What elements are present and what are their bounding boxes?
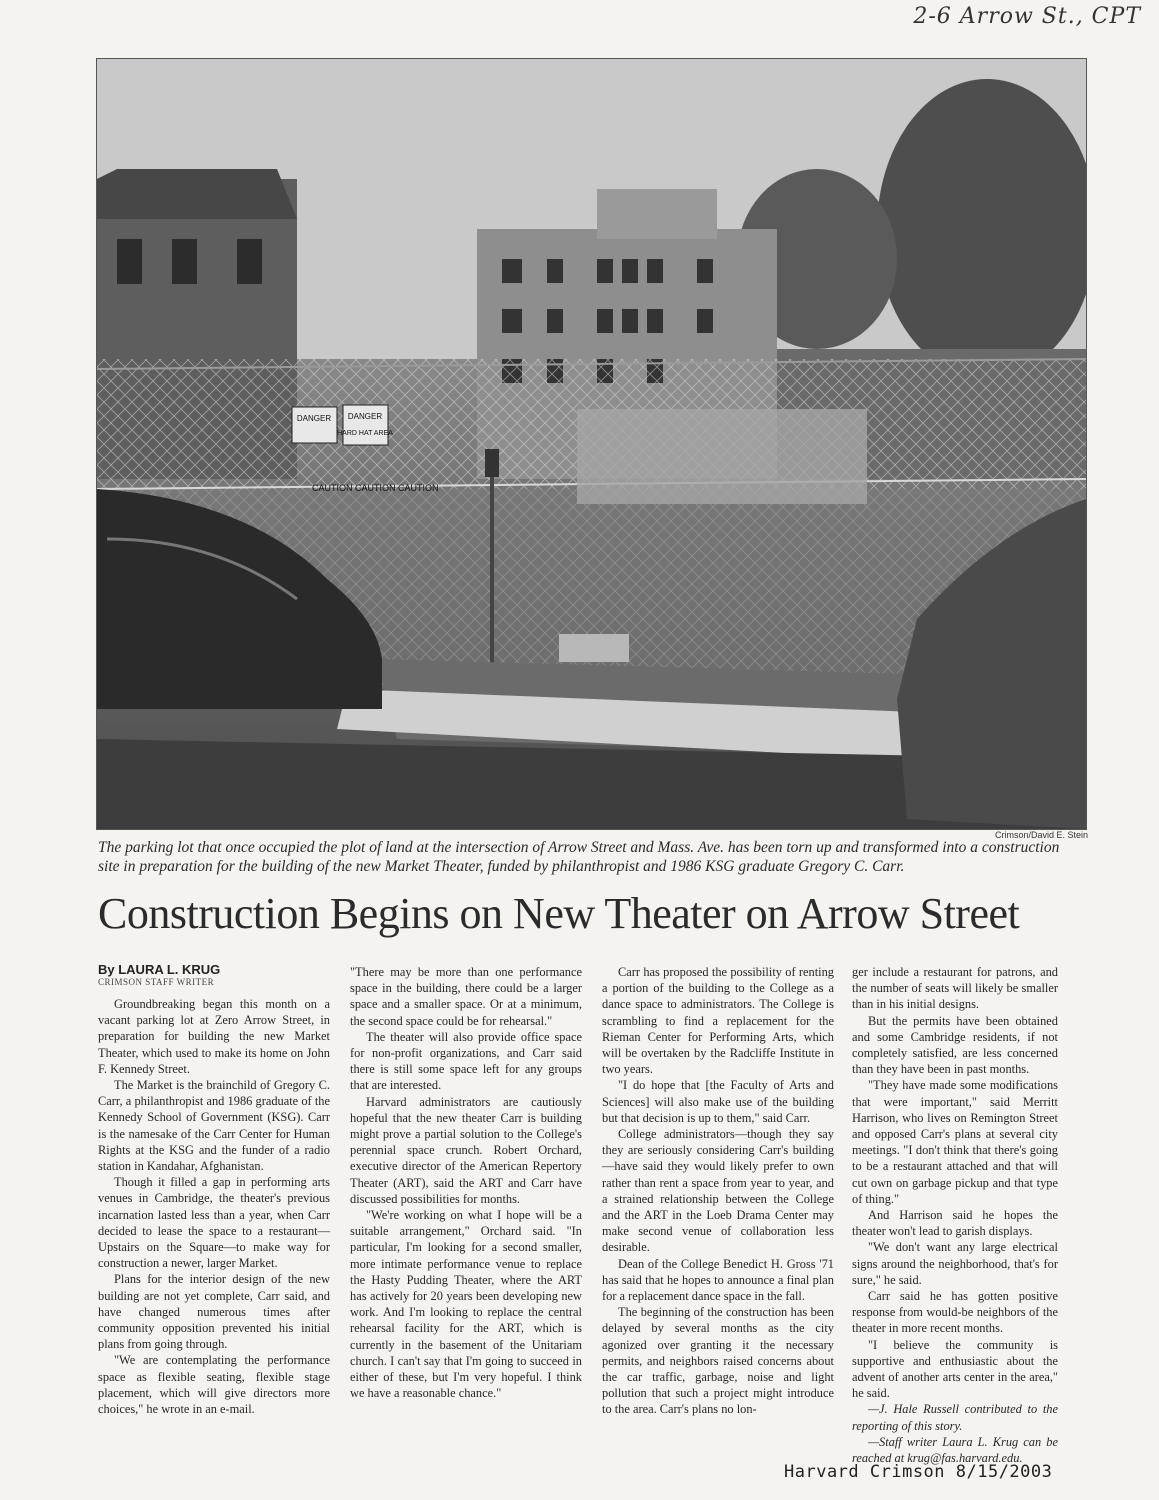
paragraph: The Market is the brainchild of Gregory C. Carr, a philanthropist and 1986 graduate of the Kennedy School of Government (KSG). Carr is the namesake of the Carr Center for Human Rights at the KSG and the funder of a radio station in Kandahar, Afghanistan.: [98, 1078, 330, 1174]
article-column-4: [852, 964, 1058, 1466]
hard-hat-sign: HARD HAT AREA: [337, 430, 393, 437]
author-name: By LAURA L. KRUG: [98, 962, 221, 977]
paragraph: "They have made some modifications that were important," said Merritt Harrison, who lives on Remington Street and opposed Carr's plans at several city meetings. "I don't think that there's going to be a restaurant attached and that will cut own on garbage pickup and that type of thing.": [852, 1078, 1058, 1206]
paragraph: The theater will also provide office space for non-profit organizations, and Carr said there is still some space left for any groups that are interested.: [350, 1029, 582, 1093]
paragraph: But the permits have been obtained and some Cambridge residents, if not completely satisfied, are less concerned than they have been in past months.: [852, 1013, 1058, 1077]
paragraph: "I do hope that [the Faculty of Arts and Sciences] will also make use of the building but that decision is up to them," said Carr.: [602, 1078, 834, 1125]
danger-signs: [292, 405, 393, 445]
paragraph: Groundbreaking began this month on a vacant parking lot at Zero Arrow Street, in preparation for building the new Market Theater, which used to make its home on John F. Kennedy Street.: [98, 997, 330, 1076]
danger-sign-1: DANGER: [296, 414, 332, 423]
paragraph: "I believe the community is supportive and enthusiastic about the advent of another arts center in the area," he said.: [852, 1337, 1058, 1401]
paragraph: "We don't want any large electrical signs around the neighborhood, that's for sure," he said.: [852, 1240, 1058, 1287]
byline: [98, 962, 338, 987]
paragraph: Harvard administrators are cautiously hopeful that the new theater Carr is building might prove a partial solution to the College's perennial space crunch. Robert Orchard, executive director of the American Repertory Theater (ART), said the ART and Carr have discussed possibilities for months.: [350, 1094, 582, 1206]
publication-footer: Harvard Crimson 8/15/2003: [784, 1462, 1053, 1482]
paragraph: "There may be more than one performance space in the building, there could be a larger space and a smaller space. Or at a minimum, the second space could be for rehearsal.": [350, 965, 582, 1028]
paragraph: Carr has proposed the possibility of renting a portion of the building to the College as a dance space to administrators. The College is scrambling to find a replacement for the Rieman Center for Performing Arts, which will be overtaken by the Radcliffe Institute in two years.: [602, 965, 834, 1077]
paragraph: Plans for the interior design of the new building are not yet complete, Carr said, and have changed numerous times after community opposition prevented his initial plans from going through.: [98, 1272, 330, 1352]
paragraph: The beginning of the construction has been delayed by several months as the city agonized over granting it the necessary permits, and neighbors raised concerns about the car traffic, garbage, noise and light pollution that such a project might introduce to the area. Carr's plans no lon-: [602, 1305, 834, 1417]
article-column-1: [98, 996, 330, 1417]
photo-credit: Crimson/David E. Stein: [995, 830, 1089, 840]
handwritten-note: 2-6 Arrow St., CPT: [913, 4, 1141, 29]
headline: Construction Begins on New Theater on Arrow Street: [98, 889, 1020, 938]
paragraph: And Harrison said he hopes the theater won't lead to garish displays.: [852, 1208, 1058, 1239]
paragraph: ger include a restaurant for patrons, and the number of seats will likely be smaller than in his initial designs.: [852, 965, 1058, 1012]
paragraph: Dean of the College Benedict H. Gross '71 has said that he hopes to announce a final plan for a replacement dance space in the fall.: [602, 1256, 834, 1304]
paragraph: College administrators—though they say they are seriously considering Carr's building—have said they would likely prefer to own rather than rent a space from year to year, and a strained relationship between the College and the ART in the Loeb Drama Center may make second venue of collaboration less desirable.: [602, 1127, 834, 1255]
contributor-note: —J. Hale Russell contributed to the reporting of this story.: [852, 1402, 1058, 1433]
contact-note: —Staff writer Laura L. Krug can be reached at krug@fas.harvard.edu.: [852, 1434, 1058, 1466]
photo-caption: The parking lot that once occupied the plot of land at the intersection of Arrow Street and Mass. Ave. has been torn up and transformed into a construction site in preparation for the building of the new Market Theater, funded by philanthropist and 1986 KSG graduate Gregory C. Carr.: [98, 839, 1060, 875]
article-column-2: [350, 964, 582, 1401]
construction-site-photo: [96, 58, 1087, 830]
paragraph: Though it filled a gap in performing arts venues in Cambridge, the theater's previous incarnation lasted less than a year, when Carr decided to lease the space to a restaurant—Upstairs on the Square—to make way for construction a newer, larger Market.: [98, 1175, 330, 1271]
parking-meter: [485, 449, 499, 477]
author-role: CRIMSON STAFF WRITER: [98, 977, 215, 987]
paragraph: Carr said he has gotten positive response from would-be neighbors of the theater in more recent months.: [852, 1289, 1058, 1336]
caution-tape: CAUTION CAUTION CAUTION: [312, 483, 439, 493]
article-column-3: [602, 964, 834, 1418]
danger-sign-2: DANGER: [347, 412, 383, 421]
paragraph: "We are contemplating the performance space as flexible seating, flexible stage placement, which will give directors more choices," he wrote in an e-mail.: [98, 1353, 330, 1417]
paragraph: "We're working on what I hope will be a suitable arrangement," Orchard said. "In particular, I'm looking for a second smaller, more intimate performance venue to replace the Hasty Pudding Theater, where the ART has actively for 20 years been developing new work. And I'm looking to replace the central rehearsal facility for the ART, which is currently in the basement of the Unitariam church. I can't say that I'm going to succeed in either of these, but I'm very hopeful. I think we have a reasonable chance.": [350, 1208, 582, 1401]
